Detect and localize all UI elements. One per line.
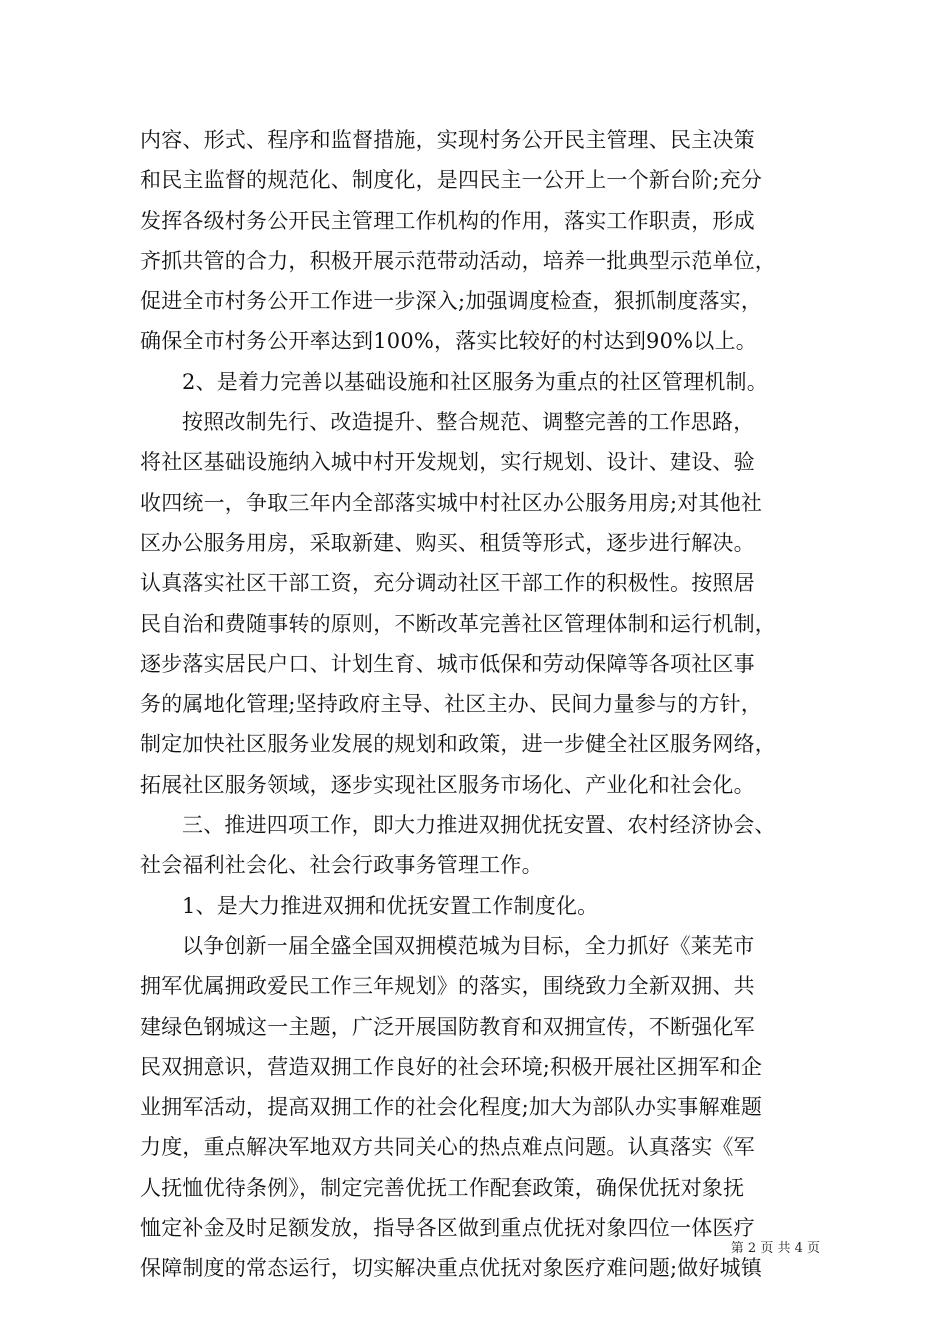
text-line: 区办公服务用房，采取新建、购买、租赁等形式，逐步进行解决。 bbox=[140, 530, 755, 555]
document-body bbox=[140, 120, 820, 1289]
text-line: 促进全市村务公开工作进一步深入;加强调度检查，狠抓制度落实， bbox=[140, 289, 763, 314]
page-number-footer: 第 2 页 共 4 页 bbox=[730, 1241, 820, 1256]
text-line: 逐步落实居民户口、计划生育、城市低保和劳动保障等各项社区事 bbox=[140, 651, 755, 676]
text-line: 社会福利社会化、社会行政事务管理工作。 bbox=[140, 853, 543, 878]
text-line: 保障制度的常态运行，切实解决重点优抚对象医疗难问题;做好城镇 bbox=[140, 1256, 763, 1281]
text-line: 民双拥意识，营造双拥工作良好的社会环境;积极开展社区拥军和企 bbox=[140, 1054, 763, 1079]
text-line: 务的属地化管理;坚持政府主导、社区主办、民间力量参与的方针， bbox=[140, 692, 763, 717]
text-line: 力度，重点解决军地双方共同关心的热点难点问题。认真落实《军 bbox=[140, 1135, 755, 1160]
text-line: 建绿色钢城这一主题，广泛开展国防教育和双拥宣传，不断强化军 bbox=[140, 1014, 755, 1039]
text-line: 认真落实社区干部工资，充分调动社区干部工作的积极性。按照居 bbox=[140, 571, 755, 596]
text-line: 收四统一，争取三年内全部落实城中村社区办公服务用房;对其他社 bbox=[140, 490, 763, 515]
text-line: 制定加快社区服务业发展的规划和政策，进一步健全社区服务网络， bbox=[140, 732, 776, 757]
text-line: 将社区基础设施纳入城中村开发规划，实行规划、设计、建设、验 bbox=[140, 450, 755, 475]
text-line: 发挥各级村务公开民主管理工作机构的作用，落实工作职责，形成 bbox=[140, 208, 755, 233]
text-line: 业拥军活动，提高双拥工作的社会化程度;加大为部队办实事解难题 bbox=[140, 1095, 763, 1120]
text-line: 和民主监督的规范化、制度化，是四民主一公开上一个新台阶;充分 bbox=[140, 168, 763, 193]
text-line: 民自治和费随事转的原则，不断改革完善社区管理体制和运行机制， bbox=[140, 611, 776, 636]
text-line: 按照改制先行、改造提升、整合规范、调整完善的工作思路， bbox=[182, 410, 755, 435]
section-heading: 1、是大力推进双拥和优抚安置工作制度化。 bbox=[182, 893, 599, 918]
text-line: 拓展社区服务领域，逐步实现社区服务市场化、产业化和社会化。 bbox=[140, 772, 755, 797]
text-line: 恤定补金及时足额发放，指导各区做到重点优抚对象四位一体医疗 bbox=[140, 1216, 755, 1241]
text-line: 拥军优属拥政爱民工作三年规划》的落实，围绕致力全新双拥、共 bbox=[140, 974, 755, 999]
text-line: 齐抓共管的合力，积极开展示范带动活动，培养一批典型示范单位， bbox=[140, 248, 776, 273]
text-line: 人抚恤优待条例》，制定完善优抚工作配套政策，确保优抚对象抚 bbox=[140, 1175, 745, 1200]
section-heading: 2、是着力完善以基础设施和社区服务为重点的社区管理机制。 bbox=[182, 369, 768, 394]
text-line: 内容、形式、程序和监督措施，实现村务公开民主管理、民主决策 bbox=[140, 128, 755, 152]
text-line: 确保全市村务公开率达到100%，落实比较好的村达到90%以上。 bbox=[140, 329, 757, 354]
section-heading: 三、推进四项工作，即大力推进双拥优抚安置、农村经济协会、 bbox=[182, 813, 776, 838]
text-line: 以争创新一届全盛全国双拥模范城为目标，全力抓好《莱芜市 bbox=[182, 933, 755, 958]
